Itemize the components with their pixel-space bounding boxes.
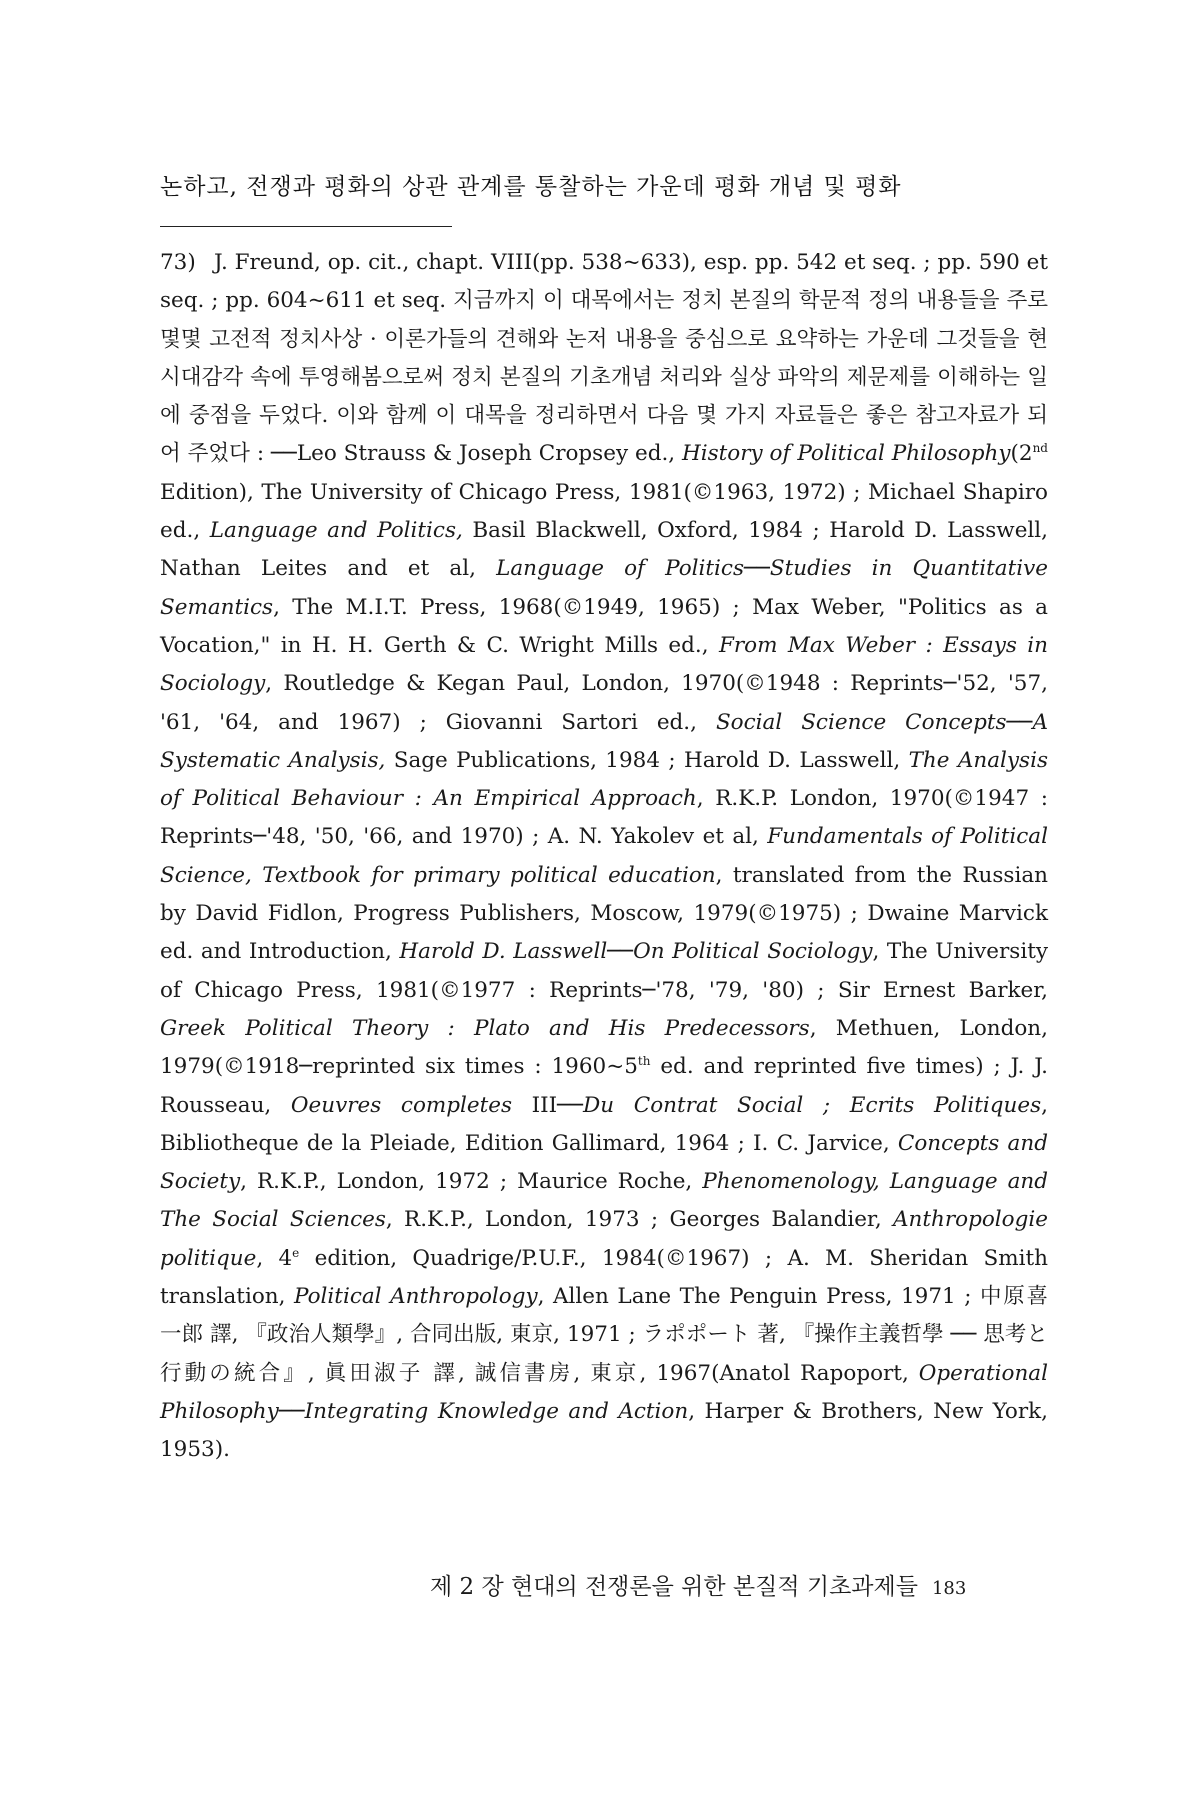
superscript: nd (1032, 441, 1048, 456)
footnote-text: , Methuen, London, 1979(©1918─reprinted six times : 1960~5 (160, 1015, 1048, 1080)
superscript: e (292, 1245, 300, 1260)
footnote-text: Edition), The University of Chicago Press, 1981(©1963, 1972) ; Michael Shapiro ed., (160, 479, 1048, 544)
book-title: History of Political Philosophy (682, 441, 1011, 467)
footnote-text: III (512, 1092, 558, 1118)
book-title: Harold D. Lasswell──On Political Sociology (399, 939, 873, 965)
page-number: 183 (931, 1578, 967, 1599)
continued-body-text: 논하고, 전쟁과 평화의 상관 관계를 통찰하는 가운데 평화 개념 및 평화 (160, 174, 902, 200)
footnote-text: , Routledge & Kegan Paul, London, 1970(©1948 : Reprints─'52, '57, '61, '64, and 1967) ; Giovanni Sartori ed., (160, 671, 1048, 735)
footnote-text: edition, Quadrige/P.U.F., 1984(©1967) ; A. M. Sheridan Smith translation, (160, 1245, 1048, 1310)
footnote-text: , Harper & Brothers, New York, 1953). (160, 1398, 1048, 1463)
footnote-text: , R.K.P., London, 1972 ; Maurice Roche, (240, 1169, 703, 1195)
book-title: Operational Philosophy──Integrating Knowledge and Action (160, 1360, 1048, 1424)
book-title: Language and Politics, (209, 518, 463, 544)
footnote-73 (160, 244, 1048, 1470)
book-title: Fundamentals of Political Science, Textbook for primary political education (160, 824, 1048, 888)
running-chapter-title: 제 2 장 현대의 전쟁론을 위한 본질적 기초과제들 (430, 1574, 918, 1600)
footnote-text: , R.K.P. London, 1970(©1947 : Reprints─'48, '50, '66, and 1970) ; A. N. Yakolev et al, (160, 786, 1049, 850)
footnote-text: , Bibliotheque de la Pleiade, Edition Gallimard, 1964 ; I. C. Jarvice, (160, 1092, 1048, 1156)
footnote-text: J. Freund, op. cit., chapt. VIII(pp. 538~633), esp. pp. 542 et seq. ; pp. 590 et seq. ; pp. 604~611 et seq. 지금까지 이 대목에서는 정치 본질의 학문적 정의 내용들을 주로 몇몇 고전적 정치사상 · 이론가들의 견해와 논저 내용을 중심으로 요약하는 가운데 그것들을 현시대감각 속에 투영해봄으로써 정치 본질의 기초개념 처리와 실상 파악의 제문제를 이해하는 일에 중점을 두었다. 이와 함께 이 대목을 정리하면서 다음 몇 가지 자료들은 좋은 참고자료가 되어 주었다 : ──Leo Strauss & Joseph Cropsey ed., (160, 250, 1048, 467)
footnote-text: , 4 (256, 1245, 293, 1271)
book-title: Anthropologie politique (160, 1207, 1048, 1271)
footnote-text: , The M.I.T. Press, 1968(©1949, 1965) ; Max Weber, "Politics as a Vocation," in H. H. Gerth & C. Wright Mills ed., (160, 594, 1048, 658)
book-title: ──Du Contrat Social ; Ecrits Politiques (557, 1092, 1042, 1118)
book-title: The Analysis of Political Behaviour : An Empirical Approach (160, 747, 1048, 812)
book-title: Phenomenology, Language and The Social Sciences (160, 1169, 1048, 1233)
book-title: Political Anthropology (294, 1284, 538, 1310)
book-title: Concepts and Society (160, 1130, 1048, 1195)
footnote-number: 73) (160, 250, 196, 275)
page-footer (430, 1568, 1050, 1601)
book-title: Oeuvres completes (290, 1092, 513, 1118)
footnote-text: , translated from the Russian by David Fidlon, Progress Publishers, Moscow, 1979(©1975) ; Dwaine Marvick ed. and Introduction, (160, 862, 1048, 965)
footnote-text: Sage Publications, 1984 ; Harold D. Lasswell, (385, 747, 909, 773)
footnote-text: , Allen Lane The Penguin Press, 1971 ; 中原喜一郎 譯, 『政治人類學』, 合同出版, 東京, 1971 ; ラポポート 著, 『操作主義哲學 ── 思考と行動の統合』, 眞田淑子 譯, 誠信書房, 東京, 1967(Anatol Rapoport, (160, 1284, 1048, 1386)
book-title: From Max Weber : Essays in Sociology (160, 632, 1048, 697)
book-title: Greek Political Theory : Plato and His Predecessors (160, 1015, 810, 1041)
book-title: Language of Politics──Studies in Quantitative Semantics (160, 556, 1048, 620)
footnote-text: , The University of Chicago Press, 1981(©1977 : Reprints─'78, '79, '80) ; Sir Ernest Barker, (160, 939, 1048, 1003)
footnote-text: (2 (1010, 441, 1033, 467)
footnote-separator (160, 226, 452, 227)
footnote-text: ed. and reprinted five times) ; J. J. Rousseau, (160, 1054, 1049, 1118)
footnote-text: , R.K.P., London, 1973 ; Georges Balandier, (385, 1207, 894, 1233)
book-title: Social Science Concepts──A Systematic Analysis, (160, 709, 1049, 773)
superscript: th (637, 1054, 651, 1069)
footnote-text: Basil Blackwell, Oxford, 1984 ; Harold D. Lasswell, Nathan Leites and et al, (160, 518, 1049, 582)
